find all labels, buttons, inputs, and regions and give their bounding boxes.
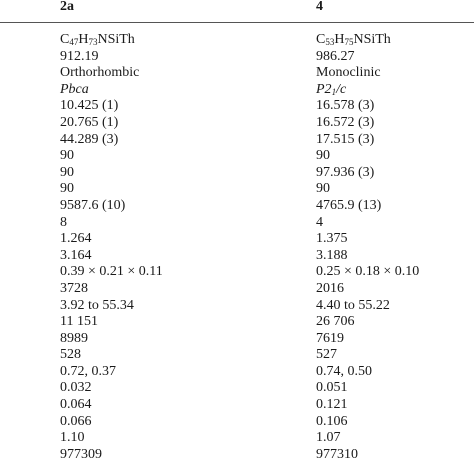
table-row [0,281,474,298]
cell-2a: 10.425 (1) [60,98,119,114]
cell-4: 26 706 [316,314,355,330]
cell-2a: 20.765 (1) [60,114,119,130]
cell-4: 3.188 [316,247,348,263]
cell-2a: 0.032 [60,380,92,396]
cell-2a: 1.264 [60,231,92,247]
cell-2a: 0.72, 0.37 [60,363,116,379]
table-row [0,347,474,364]
cell-4: 7619 [316,330,344,346]
table-row [0,430,474,447]
cell-4: 0.74, 0.50 [316,363,372,379]
table-row [0,132,474,149]
cell-2a: 9587.6 (10) [60,197,126,213]
column-header-4: 4 [316,0,323,14]
cell-2a: 90 [60,181,74,197]
table-row [0,49,474,66]
cell-4: 1.375 [316,231,348,247]
cell-2a: 8989 [60,330,88,346]
cell-4: 97.936 (3) [316,164,375,180]
table-row [0,231,474,248]
table-row [0,115,474,132]
table-row [0,264,474,281]
cell-4: 527 [316,347,337,363]
table-row [0,331,474,348]
table-row [0,181,474,198]
cell-2a: 3.92 to 55.34 [60,297,134,313]
cell-4: 0.25 × 0.18 × 0.10 [316,264,420,280]
cell-2a: 0.066 [60,413,92,429]
cell-2a: 44.289 (3) [60,131,119,147]
table-row [0,148,474,165]
cell-4: 4.40 to 55.22 [316,297,390,313]
cell-4: 0.051 [316,380,348,396]
cell-2a: 90 [60,164,74,180]
table-row [0,397,474,414]
table-row [0,380,474,397]
table-body [0,32,474,463]
table-row [0,414,474,431]
header-rule [0,22,474,23]
space-group-2a: Pbca [60,81,89,97]
cell-2a: 3728 [60,280,88,296]
cell-2a: Orthorhombic [60,65,140,81]
cell-4: 0.121 [316,397,348,413]
cell-2a: 11 151 [60,314,98,330]
cell-4: 17.515 (3) [316,131,375,147]
cell-4: 1.07 [316,430,341,446]
table-row [0,314,474,331]
table-row [0,65,474,82]
cell-4: 4 [316,214,323,230]
table-row [0,165,474,182]
cell-4: 16.578 (3) [316,98,375,114]
cell-4: 0.106 [316,413,348,429]
cell-4: 977310 [316,446,358,462]
cell-2a: 90 [60,148,74,164]
cell-4: 90 [316,181,330,197]
cell-2a: 977309 [60,446,102,462]
table-row [0,298,474,315]
space-group-4: $P2_1/c$ [316,81,347,97]
table-row [0,248,474,265]
cell-4: 90 [316,148,330,164]
column-header-2a: 2a [60,0,74,14]
table-row-formula [0,32,474,49]
cell-4: 2016 [316,280,344,296]
formula-2a: $C_{47}H_{73}NSiTh$ [60,32,135,47]
table-row [0,447,474,464]
table-row [0,98,474,115]
table-row [0,364,474,381]
cell-4: 986.27 [316,48,355,64]
cell-2a: 8 [60,214,67,230]
cell-4: Monoclinic [316,65,381,81]
table-row-space-group [0,82,474,99]
cell-4: 16.572 (3) [316,114,375,130]
cell-2a: 0.064 [60,397,92,413]
cell-2a: 0.39 × 0.21 × 0.11 [60,264,163,280]
table-row [0,198,474,215]
cell-2a: 528 [60,347,81,363]
cell-4: 4765.9 (13) [316,197,382,213]
table-row [0,215,474,232]
cell-2a: 3.164 [60,247,92,263]
formula-4: $C_{53}H_{75}NSiTh$ [316,32,391,47]
table-header [0,0,474,20]
cell-2a: 912.19 [60,48,99,64]
cell-2a: 1.10 [60,430,85,446]
